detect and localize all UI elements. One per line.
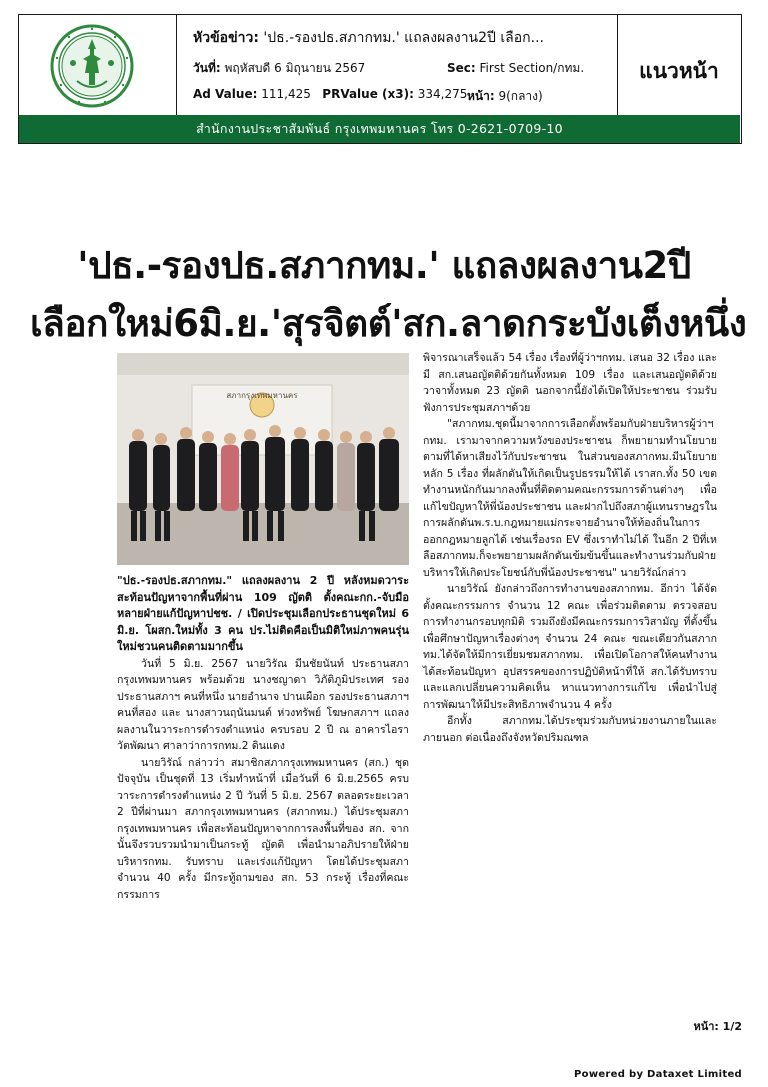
- pr-value-label: PRValue (x3):: [322, 87, 414, 101]
- body-paragraph: นายวิรัณ์ กล่าวว่า สมาชิกสภากรุงเทพมหานคร (สก.) ชุดปัจจุบัน เป็นชุดที่ 13 เริ่มทำหน้าที่ เมื่อวันที่ 6 มิ.ย.2565 ครบวาระการดำรงตำแหน่ง 2 ปี วันที่ 5 มิ.ย. 2567 ตลอดระยะเวลา 2 ปีที่ผ่านมา สภากรุงเทพมหานคร (สภากทม.) ได้ประชุมสภากรุงเทพมหานคร เพื่อสะท้อนปัญหาจากการลงพื้นที่ของ สก. จากนั้นจึงรวบรวมนำมาเป็นกระทู้ ญัตติ เพื่อนำมาอภิปรายให้ฝ่ายบริหารกทม. รับทราบ และเร่งแก้ปัญหา โดยได้ประชุมสภาจำนวน 40 ครั้ง มีกระทู้ถามของ สก. 53 กระทู้ เรื่องที่คณะกรรมการ: [117, 756, 409, 901]
- headline-label: หัวข้อข่าว:: [193, 30, 259, 46]
- date-value: พฤหัสบดี 6 มิถุนายน 2567: [224, 61, 366, 75]
- body-paragraph: "สภากทม.ชุดนี้มาจากการเลือกตั้งพร้อมกับฝ่ายบริหารผู้ว่าฯกทม. เรามาจากความหวังของประชาชน ก็พยายามทำนโยบายตามที่ได้หาเสียงไว้กับประชาชน ในส่วนของสภากทม.มีนโยบายหลัก 5 เรื่อง ที่ผลักดันให้เกิดเป็นรูปธรรมให้ได้ เราสก.ทั้ง 50 เขตทำงานหนักกันมากลงพื้นที่ติดตามคณะกรรมการด้านต่างๆ เพื่อแก้ไขปัญหาให้พี่น้องประชาชน และฝากไปถึงสภาผู้แทนราษฎรในการผลักดันพ.ร.บ.กฎหมายแม่กระจายอำนาจให้ท้องถิ่นในการออกกฎหมายลูกได้ เช่นเรื่องรถ EV ซึ่งเราทำไม่ได้ ในอีก 2 ปีที่เหลือสภากทม.ก็จะพยายามผลักดันเข้มข้นขึ้นและทำงานร่วมกับฝ่ายบริหารให้เกิดประโยชน์กับพี่น้องประชาชน" นายวิรัณ์กล่าว: [423, 418, 717, 579]
- date-row: [193, 59, 365, 78]
- ad-value: 111,425: [261, 87, 311, 101]
- page-value: 9(กลาง): [498, 89, 543, 103]
- headline-value: 'ปธ.-รองปธ.สภากทม.' แถลงผลงาน2ปี เลือก...: [263, 30, 544, 46]
- page-label: หน้า:: [467, 89, 495, 103]
- body-paragraph: วันที่ 5 มิ.ย. 2567 นายวิรัณ มีนชัยนันท์ ประธานสภากรุงเทพมหานคร พร้อมด้วย นางชญาดา วิภัติภูมิประเทศ รองประธานสภาฯ คนที่หนึ่ง นายอำนาจ ปานเผือก รองประธานสภาฯ คนที่สอง และ นางสาวนฤนันมนต์ ห่วงทรัพย์ โฆษกสภาฯ แถลงผลงานในวาระการดำรงตำแหน่ง ครบรอบ 2 ปี ณ อาคารไอราวัตพัฒนา ศาลาว่าการกทม.2 ดินแดง: [117, 657, 409, 752]
- page-row: [467, 87, 543, 106]
- article-photo: [117, 353, 409, 565]
- powered-by: Powered by Dataxet Limited: [574, 1069, 742, 1080]
- ad-value-label: Ad Value:: [193, 87, 258, 101]
- left-column: [117, 573, 409, 903]
- body-paragraph: นายวิรัณ์ ยังกล่าวถึงการทำงานของสภากทม. อีกว่า ได้จัดตั้งคณะกรรมการ จำนวน 12 คณะ เพื่อร่วมติดตาม ตรวจสอบการทำงานกรอบทุกมิติ รวมถึงยังมีคณะกรรมการวิสามัญ ที่ตั้งขึ้นเพื่อศึกษาปัญหาเรื่องต่างๆ จำนวน 24 คณะ ขณะเดียวกันสภากทม.ได้จัดให้มีการเยี่ยมชมสภากทม. เพื่อเปิดโอกาสให้คนทำงานได้สะท้อนปัญหา อุปสรรคของการปฏิบัติหน้าที่ให้ สก.ได้รับทราบ และแลกเปลี่ยนความคิดเห็น หาแนวทางการแก้ไข เพื่อนำไปสู่การพัฒนาให้มีประสิทธิภาพจำนวน 4 ครั้ง: [423, 583, 717, 711]
- headline-row: [193, 27, 544, 49]
- right-column: [423, 350, 717, 746]
- sec-label: Sec:: [447, 61, 476, 75]
- group-photo-image: [117, 353, 409, 565]
- section-name: แนวหน้า: [639, 59, 719, 83]
- bma-seal-icon: [49, 23, 135, 109]
- section-cell: [618, 15, 740, 115]
- article-title-line1: 'ปธ.-รองปธ.สภากทม.' แถลงผลงาน2ปี: [77, 244, 691, 287]
- photo-banner-text: สภากรุงเทพมหานคร: [226, 391, 298, 400]
- article-title-line2: เลือกใหม่6มิ.ย.'สุรจิตต์'สก.ลาดกระบังเต็งหนึ่ง: [30, 302, 747, 345]
- body-paragraph: อีกทั้ง สภากทม.ได้ประชุมร่วมกับหน่วยงานภายในและภายนอก ต่อเนื่องถึงจังหวัดปริมณฑล: [423, 715, 717, 744]
- sec-value: First Section/กทม.: [479, 61, 585, 75]
- date-label: วันที่:: [193, 61, 221, 75]
- value-row: [193, 87, 467, 101]
- logo-cell: [19, 15, 177, 115]
- info-cell: [177, 15, 618, 115]
- page-indicator: หน้า: 1/2: [693, 1020, 742, 1033]
- contact-bar: สำนักงานประชาสัมพันธ์ กรุงเทพมหานคร โทร 0-2621-0709-10: [19, 115, 740, 143]
- sec-row: [447, 59, 584, 78]
- clipping-header: [18, 14, 742, 144]
- pr-value: 334,275: [417, 87, 468, 101]
- photo-caption: "ปธ.-รองปธ.สภากทม." แถลงผลงาน 2 ปี หลังหมดวาระ สะท้อนปัญหาจากพื้นที่ผ่าน 109 ญัตติ ตั้งคณะกก.-จับมือหลายฝ่ายแก้ปัญหาปชช. / เปิดประชุมเลือกประธานชุดใหม่ 6 มิ.ย. โผสก.ใหม่ทั้ง 3 คน ปร.ไม่ติดคือเป็นมิติใหม่ภาพคนรุ่นใหม่ชวนคนติดตามมากขึ้น: [117, 574, 409, 653]
- body-paragraph: พิจารณาเสร็จแล้ว 54 เรื่อง เรื่องที่ผู้ว่าฯกทม. เสนอ 32 เรื่อง และมี สก.เสนอญัตติด้วยกันทั้งหมด 109 เรื่อง และเสนอญัตติด้วยวาจาทั้งหมด 23 ญัตติ นอกจากนี้ยังได้เปิดให้ประชาชน ร่วมรับฟังการประชุมสภาฯด้วย: [423, 352, 717, 414]
